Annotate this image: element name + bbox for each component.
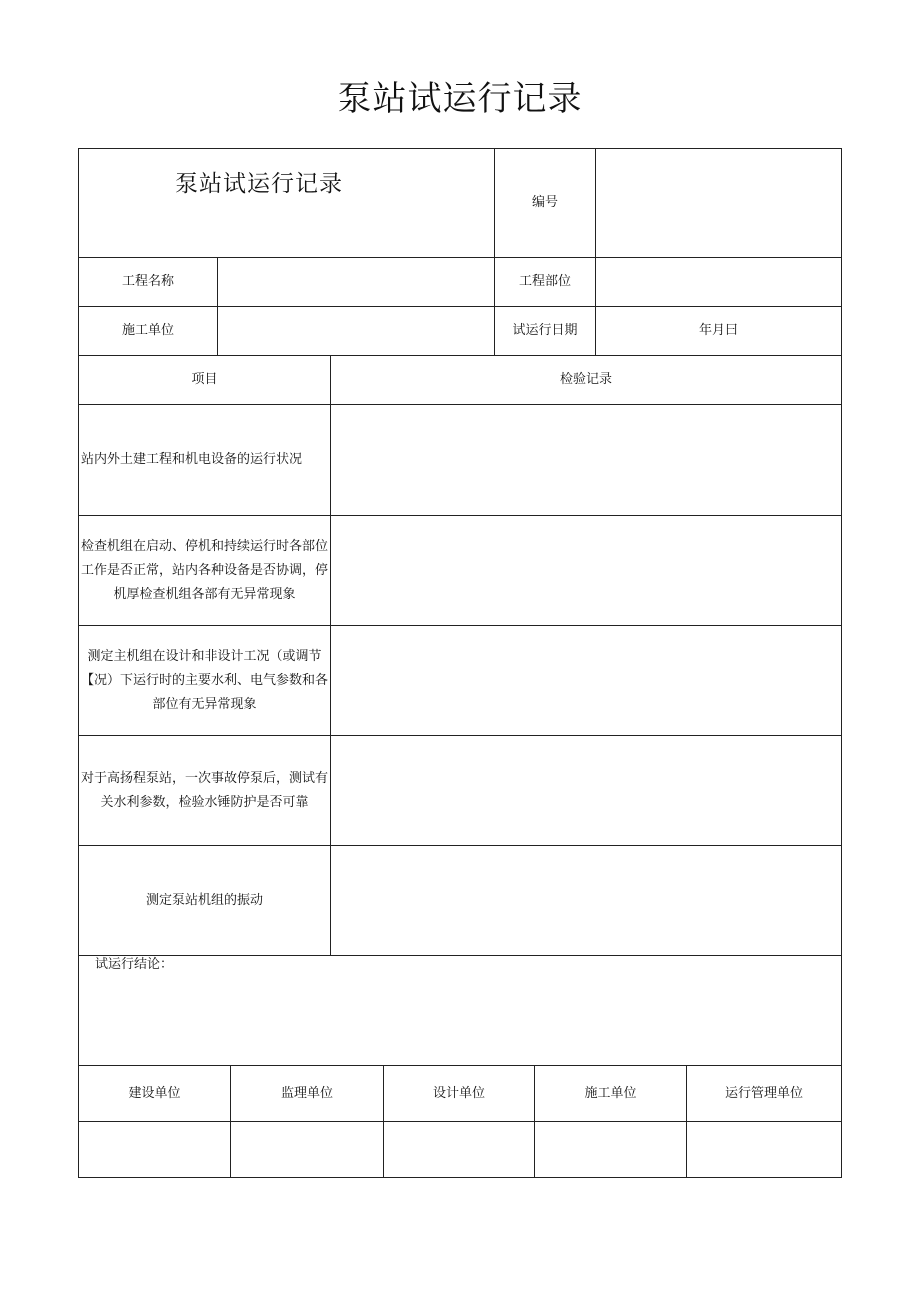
signature-header-row bbox=[79, 1066, 842, 1122]
number-value[interactable] bbox=[596, 149, 842, 258]
inspection-record[interactable] bbox=[331, 846, 842, 956]
inner-title-cell bbox=[79, 149, 495, 258]
signature-field[interactable] bbox=[384, 1122, 535, 1178]
inspection-record[interactable] bbox=[331, 516, 842, 626]
project-name-label: 工程名称 bbox=[79, 258, 218, 307]
project-part-value[interactable] bbox=[596, 258, 842, 307]
inspection-item: 测定泵站机组的振动 bbox=[79, 846, 331, 956]
inspection-record[interactable] bbox=[331, 626, 842, 736]
table-row bbox=[79, 846, 842, 956]
inner-title: 泵站试运行记录 bbox=[175, 171, 343, 197]
trial-date-label: 试运行日期 bbox=[495, 307, 596, 356]
signature-unit-label: 运行管理单位 bbox=[687, 1066, 842, 1122]
signature-unit-label: 监理单位 bbox=[231, 1066, 384, 1122]
item-column-header: 项目 bbox=[79, 356, 331, 405]
table-row bbox=[79, 626, 842, 736]
inspection-item: 对于高扬程泵站，一次事故停泵后，测试有关水利参数，检验水锤防护是否可靠 bbox=[79, 736, 331, 846]
inspection-item: 站内外土建工程和机电设备的运行状况 bbox=[79, 405, 331, 516]
conclusion-label: 试运行结论： bbox=[95, 957, 174, 972]
conclusion-row bbox=[79, 956, 842, 1066]
conclusion-cell[interactable] bbox=[79, 956, 842, 1066]
signature-field[interactable] bbox=[231, 1122, 384, 1178]
construction-row bbox=[79, 307, 842, 356]
signature-unit-label: 建设单位 bbox=[79, 1066, 231, 1122]
table-row bbox=[79, 736, 842, 846]
record-column-header: 检验记录 bbox=[331, 356, 842, 405]
project-part-label: 工程部位 bbox=[495, 258, 596, 307]
construction-unit-value[interactable] bbox=[218, 307, 495, 356]
trial-run-record-form bbox=[78, 148, 841, 1178]
inspection-record[interactable] bbox=[331, 405, 842, 516]
signature-row bbox=[79, 1122, 842, 1178]
inspection-item: 检查机组在启动、停机和持续运行时各部位工作是否正常，站内各种设备是否协调，停机厚检查机组各部有无异常现象 bbox=[79, 516, 331, 626]
project-row bbox=[79, 258, 842, 307]
signature-field[interactable] bbox=[79, 1122, 231, 1178]
inspection-record[interactable] bbox=[331, 736, 842, 846]
signature-unit-label: 施工单位 bbox=[535, 1066, 687, 1122]
signature-field[interactable] bbox=[687, 1122, 842, 1178]
table-row bbox=[79, 405, 842, 516]
project-name-value[interactable] bbox=[218, 258, 495, 307]
table-row bbox=[79, 516, 842, 626]
record-table bbox=[78, 148, 842, 1178]
signature-unit-label: 设计单位 bbox=[384, 1066, 535, 1122]
number-label: 编号 bbox=[495, 149, 596, 258]
column-header-row bbox=[79, 356, 842, 405]
header-row bbox=[79, 149, 842, 258]
trial-date-value[interactable]: 年月曰 bbox=[596, 307, 842, 356]
signature-field[interactable] bbox=[535, 1122, 687, 1178]
page-title: 泵站试运行记录 bbox=[337, 79, 583, 119]
inspection-item: 测定主机组在设计和非设计工况（或调节【况）下运行时的主要水利、电气参数和各部位有无异常现象 bbox=[79, 626, 331, 736]
construction-unit-label: 施工单位 bbox=[79, 307, 218, 356]
